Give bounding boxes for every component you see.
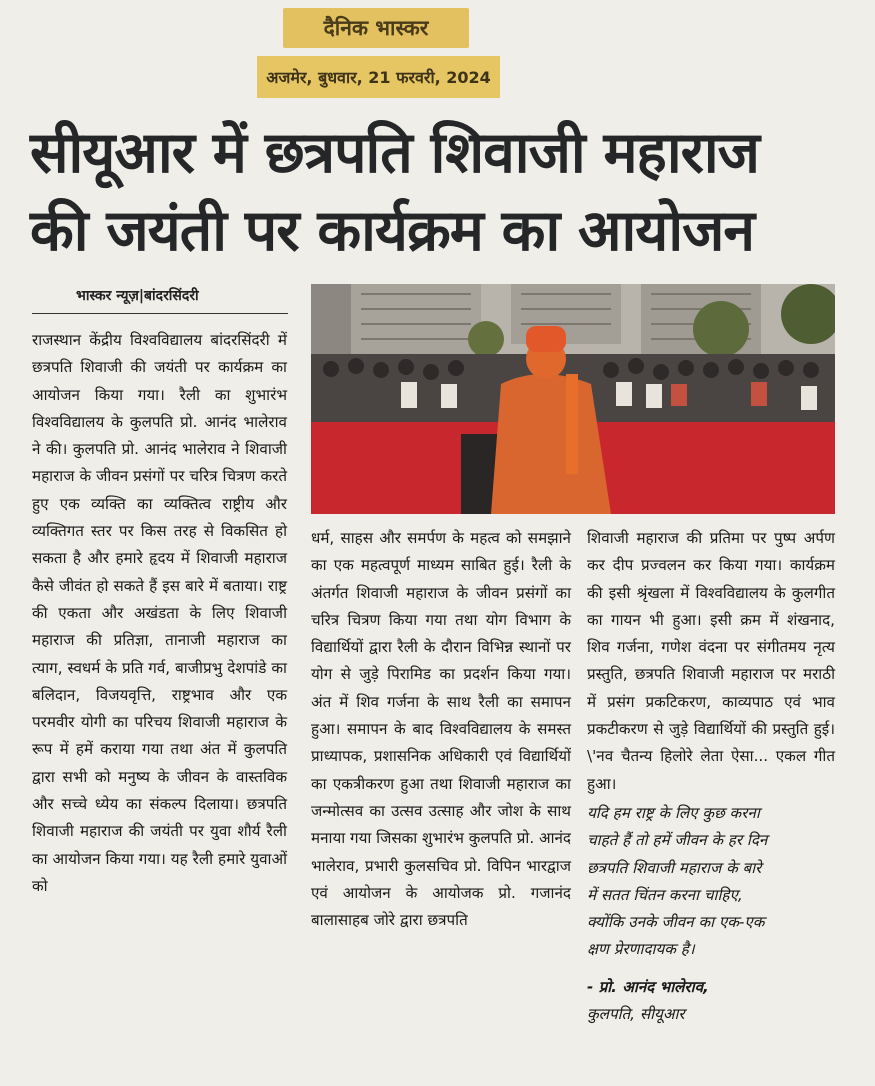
article-column-2 <box>311 525 571 934</box>
quote-line: क्योंकि उनके जीवन का एक-एक <box>587 913 765 932</box>
column-1-text: राजस्थान केंद्रीय विश्वविद्यालय बांदरसिंदरी में छत्रपति शिवाजी की जयंती पर कार्यक्रम का आयोजन किया गया। रैली का शुभारंभ विश्वविद्यालय के कुलपति प्रो. आनंद भालेराव ने की। कुलपति प्रो. आनंद भालेराव ने शिवाजी महाराज के जीवन प्रसंगों पर चरित्र चित्रण करते हुए एक व्यक्ति का व्यक्तित्व राष्ट्रीय और व्यक्तिगत स्तर पर किस तरह से विकसित हो सकता है और हमारे हृदय में शिवाजी महाराज कैसे जीवंत हो सकते हैं इस बारे में बताया। राष्ट्र की एकता और अखंडता के लिए शिवाजी महाराज की प्रतिज्ञा, तानाजी महाराज का त्याग, स्वधर्म के प्रति गर्व, बाजीप्रभु देशपांडे का बलिदान, विजयवृत्ति, राष्ट्रभाव और एक परमवीर योगी का परिचय शिवाजी महाराज के रूप में हमें कराया गया तथा अंत में कुलपति द्वारा सभी को मनुष्य के जीवन के वास्तविक और सच्चे ध्येय का संकल्प दिलाया। छत्रपति शिवाजी महाराज की जयंती पर युवा शौर्य रैली का आयोजन किया गया। यह रैली हमारे युवाओं को <box>32 331 287 895</box>
column-3-text: शिवाजी महाराज की प्रतिमा पर पुष्प अर्पण कर दीप प्रज्वलन कर किया गया। कार्यक्रम की इसी श्रृंखला में विश्वविद्यालय के कुलगीत का गायन भी हुआ। इसी क्रम में शंखनाद, शिव गर्जना, गणेश वंदना पर संगीतमय नृत्य प्रस्तुति, छत्रपति शिवाजी महाराज पर मराठी में प्रसंग प्रकटिकरण, काव्यपाठ एवं भाव प्रकटीकरण से जुड़े विद्यार्थियों की प्रस्तुति हुई। \'नव चैतन्य हिलोरे लेता ऐसा... एकल गीत हुआ। <box>587 529 835 793</box>
event-photo-illustration <box>311 284 835 514</box>
quote-author: - प्रो. आनंद भालेराव, <box>587 977 709 996</box>
quote-line: यदि हम राष्ट्र के लिए कुछ करना <box>587 803 760 822</box>
column-2-text: धर्म, साहस और समर्पण के महत्व को समझाने का एक महत्वपूर्ण माध्यम साबित हुई। रैली के अंतर्गत शिवाजी महाराज के जीवन प्रसंगों का चरित्र चित्रण किया गया तथा योग विभाग के विद्यार्थियों द्वारा रैली के दौरान विभिन्न स्थानों पर योग से जुड़े पिरामिड का प्रदर्शन किया गया। अंत में शिव गर्जना के साथ रैली का समापन हुआ। समापन के बाद विश्वविद्यालय के समस्त प्राध्यापक, प्रशासनिक अधिकारी एवं विद्यार्थियों का एकत्रीकरण हुआ तथा शिवाजी महाराज का जन्मोत्सव का उत्सव उत्साह और जोश के साथ मनाया गया जिसका शुभारंभ कुलपति प्रो. आनंद भालेराव, प्रभारी कुलसचिव प्रो. विपिन भारद्वाज एवं आयोजन के आयोजक प्रो. गजानंद बालासाहब जोरे द्वारा छत्रपति <box>311 529 571 930</box>
article-column-1 <box>32 327 287 900</box>
event-photo <box>311 284 835 514</box>
pull-quote <box>587 800 835 964</box>
headline-line-1: सीयूआर में छत्रपति शिवाजी महाराज <box>30 120 759 186</box>
dateline: अजमेर, बुधवार, 21 फरवरी, 2024 <box>257 56 500 98</box>
quote-line: छत्रपति शिवाजी महाराज के बारे <box>587 858 762 877</box>
quote-author-role: कुलपति, सीयूआर <box>587 1005 685 1024</box>
headline-line-2: की जयंती पर कार्यक्रम का आयोजन <box>30 198 755 264</box>
quote-line: में सतत चिंतन करना चाहिए, <box>587 885 743 904</box>
byline: भास्कर न्यूज़|बांदरसिंदरी <box>76 288 199 304</box>
quote-line: क्षण प्रेरणादायक है। <box>587 940 695 959</box>
quote-line: चाहते हैं तो हमें जीवन के हर दिन <box>587 831 768 850</box>
article-column-3 <box>587 525 835 1028</box>
article-headline <box>30 114 830 270</box>
newspaper-masthead: दैनिक भास्कर <box>283 8 469 48</box>
byline-rule <box>32 313 288 314</box>
